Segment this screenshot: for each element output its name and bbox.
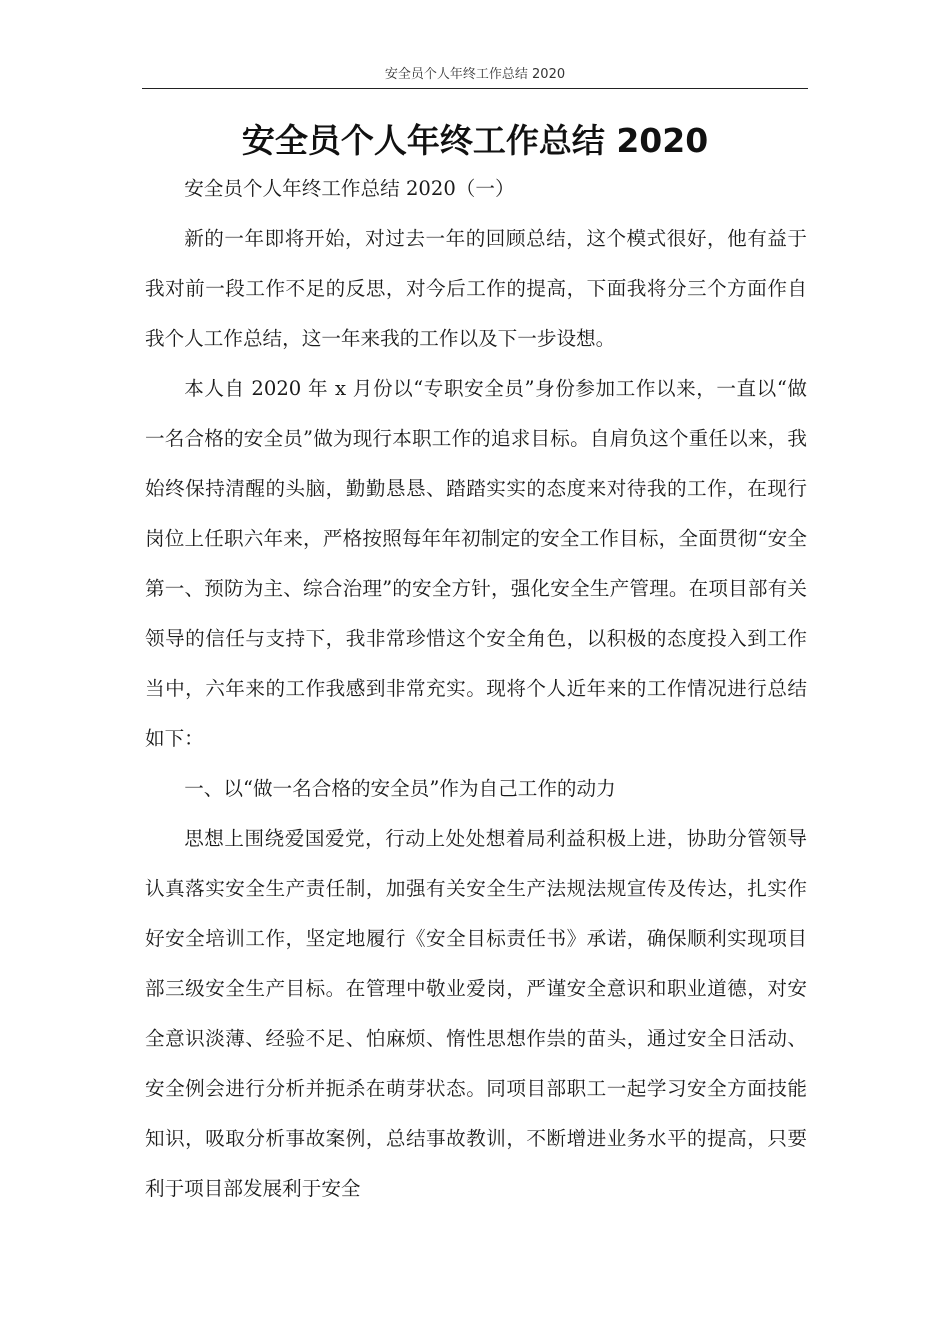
document-body xyxy=(145,164,807,1214)
header-divider xyxy=(142,88,808,89)
body-paragraph: 新的一年即将开始，对过去一年的回顾总结，这个模式很好，他有益于我对前一段工作不足的反思，对今后工作的提高，下面我将分三个方面作自我个人工作总结，这一年来我的工作以及下一步设想。 xyxy=(145,227,807,350)
body-paragraph: 本人自 2020 年 x 月份以“专职安全员”身份参加工作以来，一直以“做一名合格的安全员”做为现行本职工作的追求目标。自肩负这个重任以来，我始终保持清醒的头脑，勤勤恳恳、踏踏实实的态度来对待我的工作，在现行岗位上任职六年来，严格按照每年年初制定的安全工作目标，全面贯彻“安全第一、预防为主、综合治理”的安全方针，强化安全生产管理。在项目部有关领导的信任与支持下，我非常珍惜这个安全角色，以积极的态度投入到工作当中，六年来的工作我感到非常充实。现将个人近年来的工作情况进行总结如下： xyxy=(145,377,807,750)
subtitle-paragraph: 安全员个人年终工作总结 2020（一） xyxy=(184,177,515,200)
body-paragraph: 思想上围绕爱国爱党，行动上处处想着局利益积极上进，协助分管领导认真落实安全生产责任制，加强有关安全生产法规法规宣传及传达，扎实作好安全培训工作，坚定地履行《安全目标责任书》承诺，确保顺利实现项目部三级安全生产目标。在管理中敬业爱岗，严谨安全意识和职业道德，对安全意识淡薄、经验不足、怕麻烦、惰性思想作祟的苗头，通过安全日活动、安全例会进行分析并扼杀在萌芽状态。同项目部职工一起学习安全方面技能知识，吸取分析事故案例，总结事故教训，不断增进业务水平的提高，只要利于项目部发展利于安全 xyxy=(145,827,807,1200)
running-header: 安全员个人年终工作总结 2020 xyxy=(384,67,566,82)
document-title: 安全员个人年终工作总结 2020 xyxy=(241,121,709,160)
section-heading: 一、以“做一名合格的安全员”作为自己工作的动力 xyxy=(184,777,616,800)
